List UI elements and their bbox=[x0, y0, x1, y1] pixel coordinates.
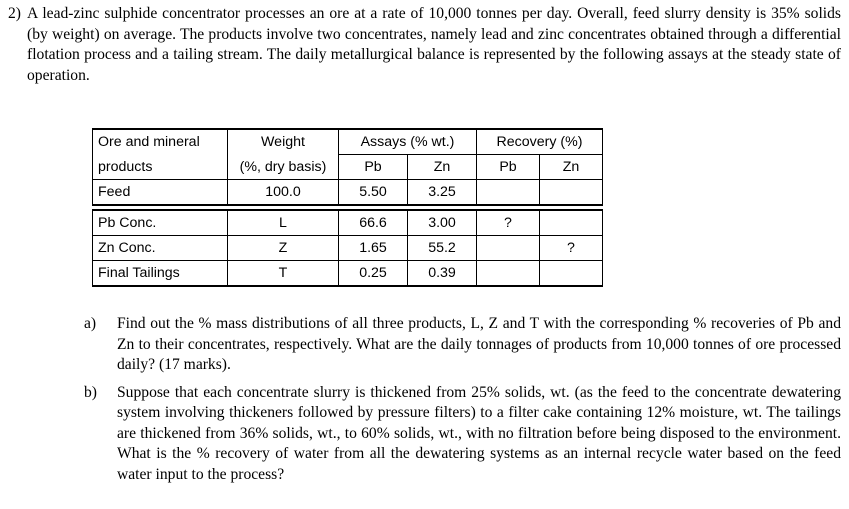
feed-name: Feed bbox=[93, 180, 228, 206]
table-header-row-2 bbox=[93, 155, 603, 180]
header-recovery: Recovery (%) bbox=[477, 129, 603, 155]
zn-conc-name: Zn Conc. bbox=[93, 236, 228, 261]
zn-conc-zn: 55.2 bbox=[408, 236, 477, 261]
zn-conc-pb: 1.65 bbox=[339, 236, 408, 261]
feed-weight: 100.0 bbox=[228, 180, 339, 206]
feed-zn: 3.25 bbox=[408, 180, 477, 206]
zn-conc-recovery-zn: ? bbox=[540, 236, 603, 261]
header-product-line1: Ore and mineral bbox=[93, 129, 228, 155]
sub-questions bbox=[84, 314, 841, 485]
tailings-zn: 0.39 bbox=[408, 261, 477, 287]
pb-conc-name: Pb Conc. bbox=[93, 210, 228, 236]
zn-conc-recovery-pb bbox=[477, 236, 540, 261]
zn-conc-weight: Z bbox=[228, 236, 339, 261]
part-a-text: Find out the % mass distributions of all three products, L, Z and T with the corresponding % recoveries of Pb and Zn to their concentrates, respectively. What are the daily tonnages of products from 10,000 tonnes of ore processed daily? (17 marks). bbox=[117, 315, 841, 373]
header-recovery-pb: Pb bbox=[477, 155, 540, 180]
part-b-label: b) bbox=[84, 383, 97, 401]
pb-conc-recovery-pb: ? bbox=[477, 210, 540, 236]
header-product-line2: products bbox=[93, 155, 228, 180]
metallurgical-balance-table bbox=[92, 128, 603, 287]
tailings-recovery-zn bbox=[540, 261, 603, 287]
tailings-pb: 0.25 bbox=[339, 261, 408, 287]
table-row-final-tailings bbox=[93, 261, 603, 287]
table-row-pb-conc bbox=[93, 210, 603, 236]
part-b-text: Suppose that each concentrate slurry is thickened from 25% solids, wt. (as the feed to the concentrate dewatering system involving thickeners followed by pressure filters) to a filter cake containing 12% moisture, wt. The tailings are thickened from 36% solids, wt., to 60% solids, wt., with no filtration before being disposed to the environment. What is the % recovery of water from all the dewatering systems as an internal recycle water based on the feed water input to the process? bbox=[117, 383, 841, 483]
table-row-zn-conc bbox=[93, 236, 603, 261]
question-2 bbox=[8, 4, 841, 86]
tailings-weight: T bbox=[228, 261, 339, 287]
tailings-recovery-pb bbox=[477, 261, 540, 287]
header-weight-line1: Weight bbox=[228, 129, 339, 155]
pb-conc-zn: 3.00 bbox=[408, 210, 477, 236]
pb-conc-pb: 66.6 bbox=[339, 210, 408, 236]
header-assays: Assays (% wt.) bbox=[339, 129, 477, 155]
header-recovery-zn: Zn bbox=[540, 155, 603, 180]
tailings-name: Final Tailings bbox=[93, 261, 228, 287]
feed-pb: 5.50 bbox=[339, 180, 408, 206]
question-number: 2) bbox=[8, 5, 21, 22]
part-a-label: a) bbox=[84, 315, 97, 332]
table-header-row-1 bbox=[93, 129, 603, 155]
pb-conc-recovery-zn bbox=[540, 210, 603, 236]
part-a bbox=[84, 314, 841, 376]
feed-recovery-pb bbox=[477, 180, 540, 206]
header-assay-pb: Pb bbox=[339, 155, 408, 180]
feed-recovery-zn bbox=[540, 180, 603, 206]
question-text: A lead-zinc sulphide concentrator processes an ore at a rate of 10,000 tonnes per day. Overall, feed slurry density is 35% solids (by weight) on average. The products involve two concentrates, namely lead and zinc concentrates obtained through a differential flotation process and a tailing stream. The daily metallurgical balance is represented by the following assays at the steady state of operation. bbox=[27, 5, 841, 84]
pb-conc-weight: L bbox=[228, 210, 339, 236]
table-row-feed bbox=[93, 180, 603, 206]
header-weight-line2: (%, dry basis) bbox=[228, 155, 339, 180]
part-b bbox=[84, 383, 841, 486]
header-assay-zn: Zn bbox=[408, 155, 477, 180]
